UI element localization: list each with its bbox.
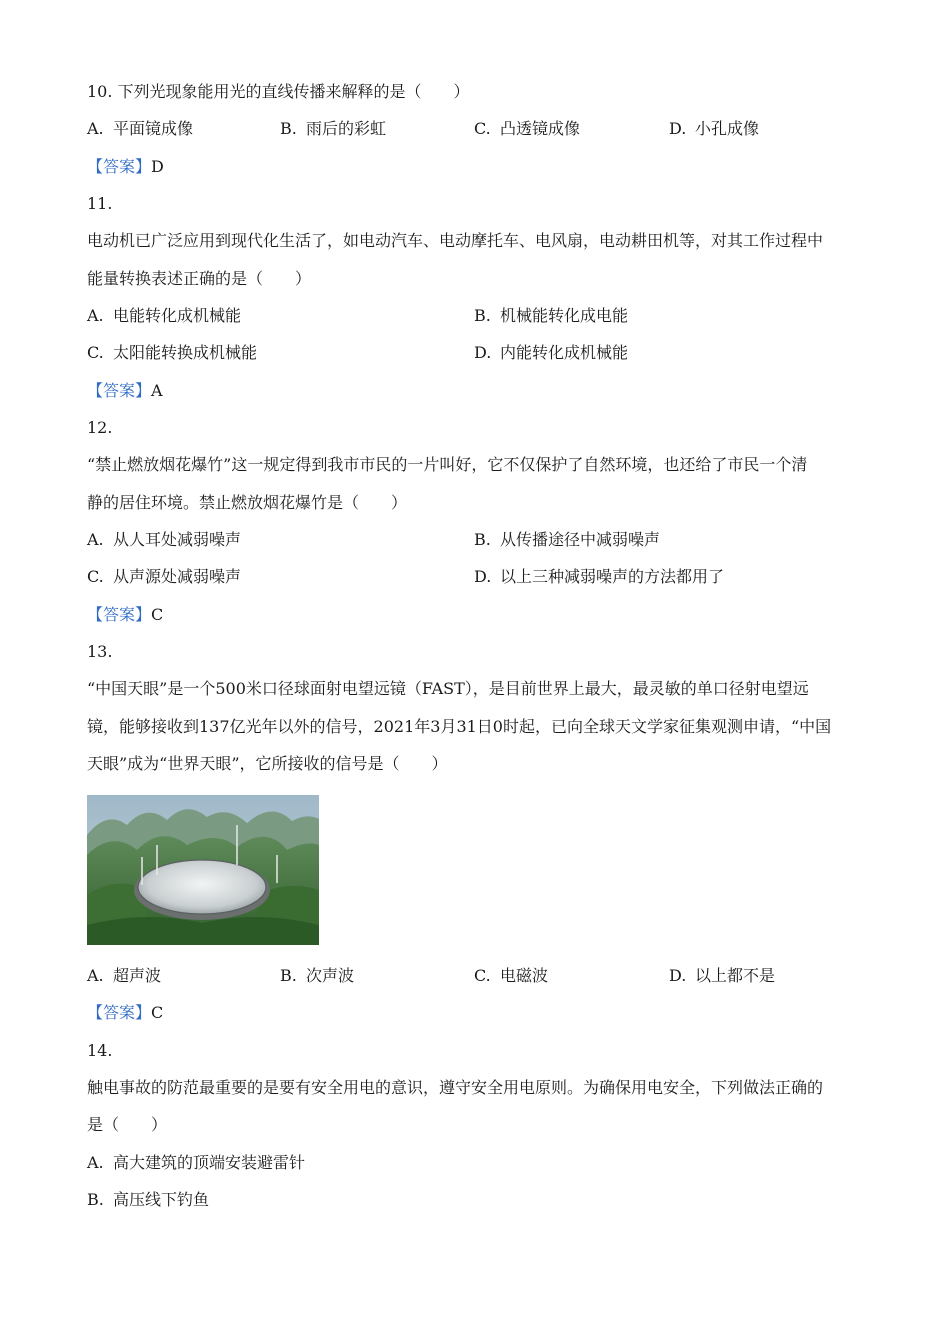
q13-option-b <box>280 965 354 987</box>
option-text: 从传播途径中减弱噪声 <box>500 530 661 549</box>
option-letter: D. <box>474 567 492 586</box>
option-letter: B. <box>280 966 297 985</box>
option-text: 凸透镜成像 <box>500 119 581 138</box>
question-12-stem-line1: “禁止燃放烟花爆竹”这一规定得到我市市民的一片叫好，它不仅保护了自然环境，也还给了市民一个清 <box>87 455 808 474</box>
q10-answer <box>87 156 164 178</box>
question-11-stem-line1: 电动机已广泛应用到现代化生活了，如电动汽车、电动摩托车、电风扇，电动耕田机等，对其工作过程中 <box>87 231 824 250</box>
option-letter: B. <box>87 1190 104 1209</box>
answer-value: C <box>151 1003 164 1022</box>
option-text: 电能转化成机械能 <box>113 306 242 325</box>
question-14-stem-line2: 是（ ） <box>87 1115 168 1134</box>
question-12-number: 12. <box>87 418 113 437</box>
answer-value: C <box>151 605 164 624</box>
option-text: 以上都不是 <box>695 966 776 985</box>
q10-option-b <box>280 118 386 140</box>
option-letter: D. <box>669 119 687 138</box>
option-letter: B. <box>474 306 491 325</box>
q12-answer <box>87 604 163 626</box>
answer-label: 【答案】 <box>87 381 152 400</box>
question-13-number: 13. <box>87 642 113 661</box>
q13-option-a <box>87 965 161 987</box>
option-text: 超声波 <box>113 966 162 985</box>
option-text: 高压线下钓鱼 <box>113 1190 210 1209</box>
q13-option-c <box>474 965 548 987</box>
question-13-stem-line2: 镜，能够接收到137亿光年以外的信号，2021年3月31日0时起，已向全球天文学家征集观测申请，“中国 <box>87 717 832 736</box>
q11-option-d <box>474 342 628 364</box>
fast-telescope-photo <box>87 795 319 945</box>
option-letter: D. <box>669 966 687 985</box>
option-text: 平面镜成像 <box>113 119 194 138</box>
answer-label: 【答案】 <box>87 1003 152 1022</box>
q13-option-d <box>669 965 775 987</box>
option-text: 高大建筑的顶端安装避雷针 <box>113 1153 306 1172</box>
q12-option-a <box>87 529 241 551</box>
option-letter: C. <box>87 567 104 586</box>
answer-value: D <box>151 157 164 176</box>
option-text: 从人耳处减弱噪声 <box>113 530 242 549</box>
question-14-number: 14. <box>87 1041 113 1060</box>
option-text: 内能转化成机械能 <box>500 343 629 362</box>
q10-option-a <box>87 118 193 140</box>
option-letter: A. <box>87 1153 104 1172</box>
option-text: 电磁波 <box>500 966 549 985</box>
question-13-stem-line3: 天眼”成为“世界天眼”，它所接收的信号是（ ） <box>87 754 448 773</box>
answer-label: 【答案】 <box>87 605 152 624</box>
question-11-stem-line2: 能量转换表述正确的是（ ） <box>87 269 312 288</box>
option-text: 小孔成像 <box>695 119 760 138</box>
option-letter: C. <box>474 966 491 985</box>
question-10-stem: 10. 下列光现象能用光的直线传播来解释的是（ ） <box>87 82 470 101</box>
question-11-number: 11. <box>87 194 113 213</box>
q11-option-b <box>474 305 628 327</box>
option-text: 次声波 <box>306 966 355 985</box>
q11-answer <box>87 380 163 402</box>
option-letter: C. <box>474 119 491 138</box>
option-text: 从声源处减弱噪声 <box>113 567 242 586</box>
question-12-stem-line2: 静的居住环境。禁止燃放烟花爆竹是（ ） <box>87 493 408 512</box>
q14-option-b <box>87 1189 209 1211</box>
answer-label: 【答案】 <box>87 157 152 176</box>
option-letter: A. <box>87 966 104 985</box>
option-text: 以上三种减弱噪声的方法都用了 <box>500 567 725 586</box>
q11-option-a <box>87 305 241 327</box>
option-letter: B. <box>474 530 491 549</box>
question-14-stem-line1: 触电事故的防范最重要的是要有安全用电的意识，遵守安全用电原则。为确保用电安全，下列做法正确的 <box>87 1078 824 1097</box>
option-letter: B. <box>280 119 297 138</box>
q10-option-d <box>669 118 759 140</box>
q12-option-c <box>87 566 241 588</box>
option-letter: A. <box>87 530 104 549</box>
q12-option-b <box>474 529 660 551</box>
q11-option-c <box>87 342 257 364</box>
q12-option-d <box>474 566 724 588</box>
q10-option-c <box>474 118 580 140</box>
question-13-stem-line1: “中国天眼”是一个500米口径球面射电望远镜（FAST），是目前世界上最大，最灵敏的单口径射电望远 <box>87 679 809 698</box>
option-text: 太阳能转换成机械能 <box>113 343 258 362</box>
option-letter: A. <box>87 119 104 138</box>
fast-telescope-illustration <box>87 795 319 945</box>
q14-option-a <box>87 1152 305 1174</box>
option-letter: D. <box>474 343 492 362</box>
option-text: 机械能转化成电能 <box>500 306 629 325</box>
option-text: 雨后的彩虹 <box>306 119 387 138</box>
option-letter: C. <box>87 343 104 362</box>
q13-answer <box>87 1002 163 1024</box>
answer-value: A <box>151 381 163 400</box>
option-letter: A. <box>87 306 104 325</box>
